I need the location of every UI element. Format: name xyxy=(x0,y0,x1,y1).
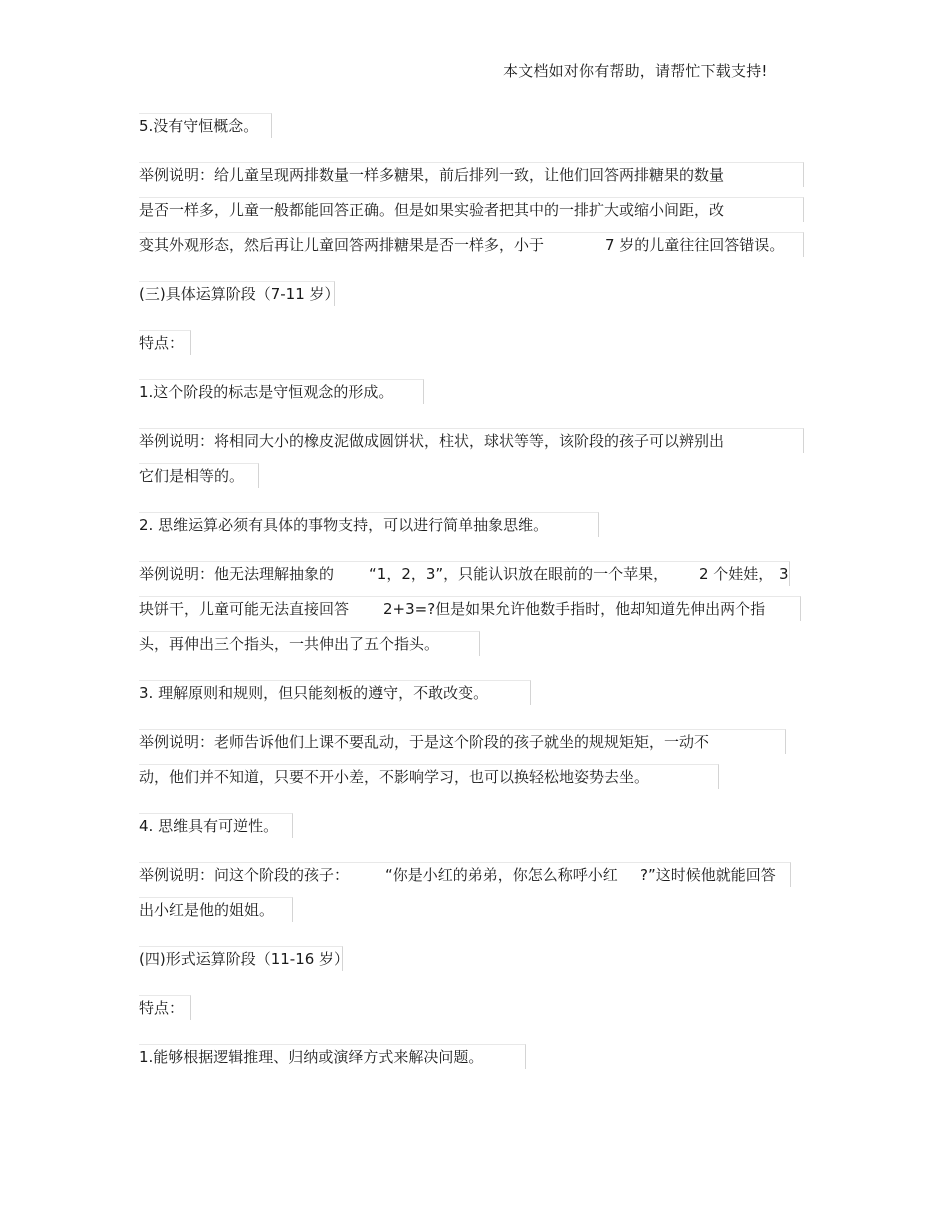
text-line xyxy=(139,561,790,586)
text-segment: “你是小红的弟弟，你怎么称呼小红 xyxy=(385,866,618,884)
text-line: 头，再伸出三个指头，一共伸出了五个指头。 xyxy=(139,631,480,656)
text-line: 出小红是他的姐姐。 xyxy=(139,897,293,922)
section-heading: (三)具体运算阶段（7-11 岁） xyxy=(139,281,335,306)
text-segment: 2+3=?但是如果允许他数手指时，他却知道先伸出两个指 xyxy=(383,600,766,618)
text-line: 举例说明：老师告诉他们上课不要乱动，于是这个阶段的孩子就坐的规规矩矩，一动不 xyxy=(139,729,786,754)
text-line xyxy=(139,596,801,621)
text-line: 5.没有守恒概念。 xyxy=(139,113,272,138)
text-segment: 举例说明：他无法理解抽象的 xyxy=(139,565,335,583)
section-heading: (四)形式运算阶段（11-16 岁） xyxy=(139,946,343,971)
text-line: 2. 思维运算必须有具体的事物支持，可以进行简单抽象思维。 xyxy=(139,512,599,537)
text-line: 特点： xyxy=(139,995,191,1020)
page-header-note: 本文档如对你有帮助，请帮忙下载支持! xyxy=(503,62,768,80)
text-line: 举例说明：将相同大小的橡皮泥做成圆饼状，柱状，球状等等，该阶段的孩子可以辨别出 xyxy=(139,428,804,453)
text-line: 举例说明：给儿童呈现两排数量一样多糖果，前后排列一致，让他们回答两排糖果的数量 xyxy=(139,162,804,187)
text-line: 动，他们并不知道，只要不开小差，不影响学习，也可以换轻松地姿势去坐。 xyxy=(139,764,719,789)
text-segment: 块饼干，儿童可能无法直接回答 xyxy=(139,600,350,618)
text-segment: ?”这时候他就能回答 xyxy=(640,866,776,884)
text-segment: 7 岁的儿童往往回答错误。 xyxy=(605,236,785,254)
text-segment: 举例说明：问这个阶段的孩子： xyxy=(139,866,350,884)
text-line: 4. 思维具有可逆性。 xyxy=(139,813,293,838)
text-line: 它们是相等的。 xyxy=(139,463,259,488)
text-line: 3. 理解原则和规则，但只能刻板的遵守，不敢改变。 xyxy=(139,680,531,705)
text-segment: 3 xyxy=(779,565,789,583)
text-line: 是否一样多，儿童一般都能回答正确。但是如果实验者把其中的一排扩大或缩小间距，改 xyxy=(139,197,804,222)
text-line xyxy=(139,232,804,257)
text-segment: “1，2，3”，只能认识放在眼前的一个苹果， xyxy=(369,565,669,583)
text-segment: 2 个娃娃， xyxy=(699,565,774,583)
text-line: 1.能够根据逻辑推理、归纳或演绎方式来解决问题。 xyxy=(139,1044,526,1069)
text-segment: 变其外观形态，然后再让儿童回答两排糖果是否一样多，小于 xyxy=(139,236,545,254)
document-body xyxy=(139,113,804,1069)
text-line: 1.这个阶段的标志是守恒观念的形成。 xyxy=(139,379,424,404)
text-line: 特点： xyxy=(139,330,191,355)
text-line xyxy=(139,862,791,887)
